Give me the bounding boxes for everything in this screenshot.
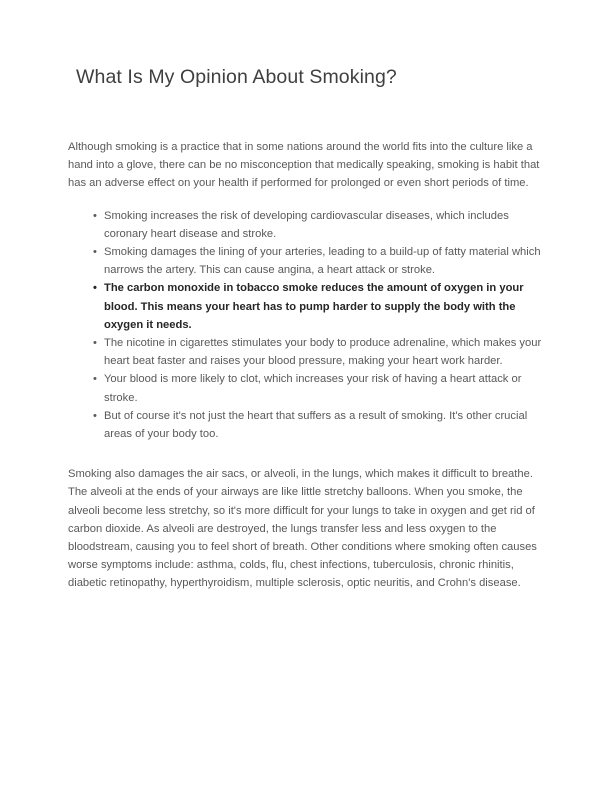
bullet-point-icon: • [93, 409, 97, 422]
bullet-point-icon: • [93, 209, 97, 222]
list-item [68, 243, 546, 279]
intro-paragraph: Although smoking is a practice that in some nations around the world fits into the culture like a hand into a glove, there can be no misconception that medically speaking, smoking is habit that has an adverse effect on your health if performed for prolonged or even short periods of time. [68, 141, 540, 190]
list-item [68, 334, 546, 370]
page-title: What Is My Opinion About Smoking? [76, 66, 397, 88]
list-item [68, 207, 546, 243]
bullet-point-icon: • [93, 282, 97, 295]
document-body [68, 64, 546, 593]
list-item [68, 407, 546, 443]
list-item-text: The carbon monoxide in tobacco smoke reduces the amount of oxygen in your blood. This means your heart has to pump harder to supply the body with the oxygen it needs. [104, 282, 524, 331]
list-item-text: Your blood is more likely to clot, which increases your risk of having a heart attack or stroke. [104, 373, 522, 404]
bullet-point-icon: • [93, 246, 97, 259]
list-item-text: Smoking increases the risk of developing cardiovascular diseases, which includes coronary heart disease and stroke. [104, 209, 509, 240]
list-item-text: Smoking damages the lining of your arteries, leading to a build-up of fatty material which narrows the artery. This can cause angina, a heart attack or stroke. [104, 246, 541, 277]
bullet-point-icon: • [93, 337, 97, 350]
list-item-text: The nicotine in cigarettes stimulates your body to produce adrenaline, which makes your heart beat faster and raises your blood pressure, making your heart work harder. [104, 337, 542, 368]
bullet-point-icon: • [93, 373, 97, 386]
list-item-text: But of course it's not just the heart that suffers as a result of smoking. It's other crucial areas of your body too. [104, 409, 528, 441]
health-effects-list [68, 207, 546, 444]
list-item [68, 370, 546, 406]
list-item [68, 279, 546, 334]
closing-paragraph: Smoking also damages the air sacs, or alveoli, in the lungs, which makes it difficult to breathe. The alveoli at the ends of your airways are like little stretchy balloons. When you smoke, the alveoli become less stretchy, so it's more difficult for your lungs to take in oxygen and get rid of carbon dioxide. As alveoli are destroyed, the lungs transfer less and less oxygen to the bloodstream, causing you to feel short of breath. Other conditions where smoking often causes worse symptoms include: asthma, colds, flu, chest infections, tuberculosis, chronic rhinitis, diabetic retinopathy, hyperthyroidism, multiple sclerosis, optic neuritis, and Crohn's disease. [68, 468, 537, 590]
